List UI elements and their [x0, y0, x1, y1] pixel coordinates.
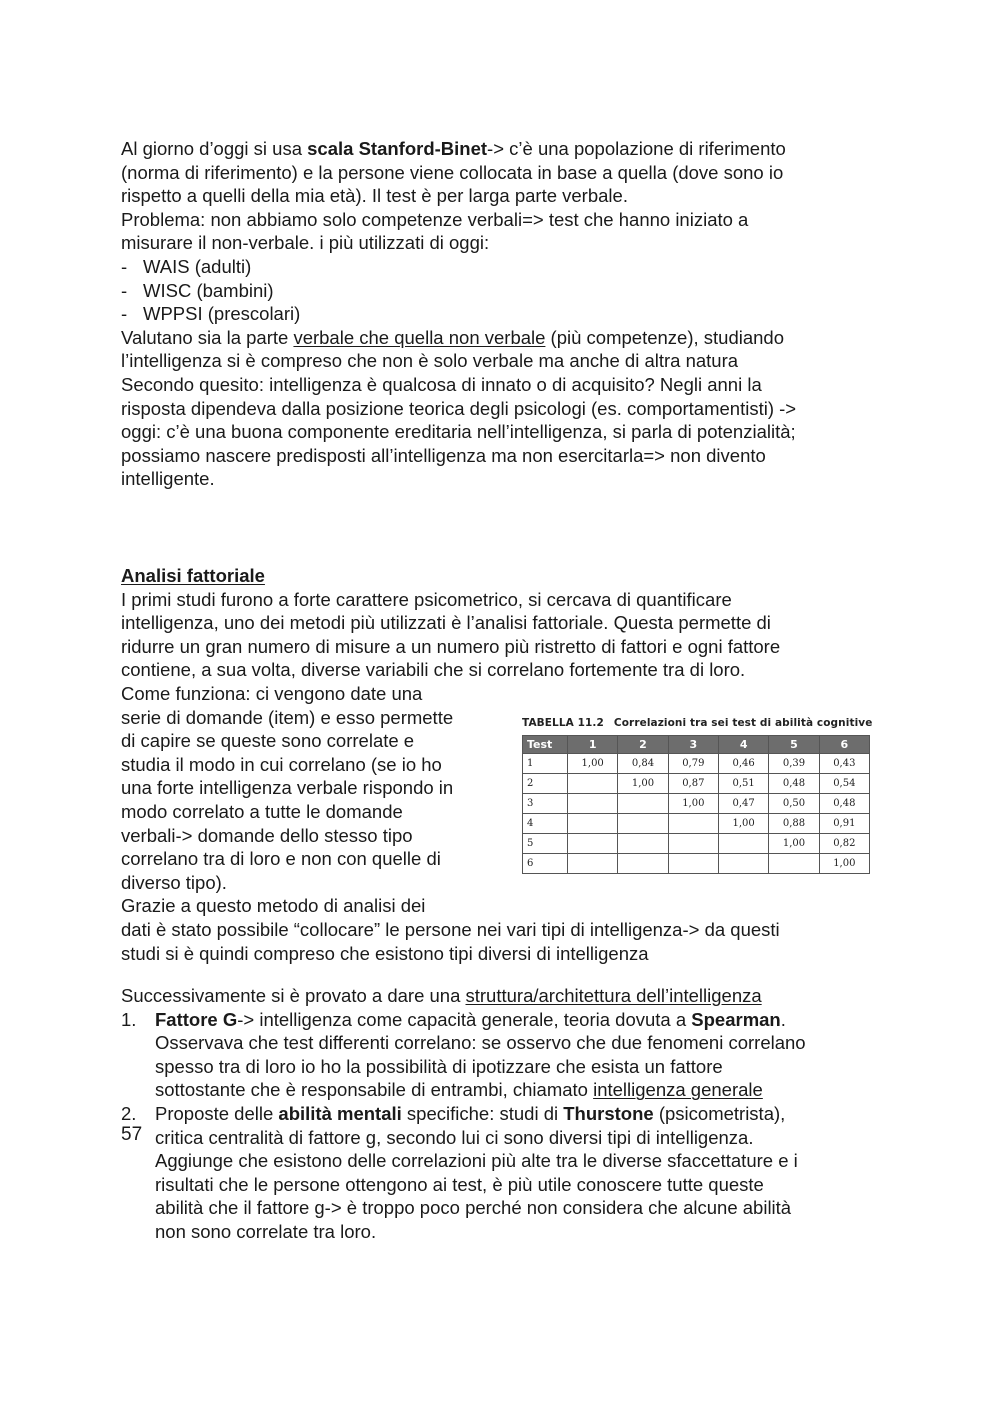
- bullet-dash: -: [121, 303, 128, 325]
- list-item: [121, 255, 881, 279]
- table-header-row: [523, 736, 870, 754]
- text-line: l’intelligenza si è compreso che non è solo verbale ma anche di altra natura: [121, 350, 739, 372]
- table-cell: [618, 814, 668, 834]
- table-cell: [618, 834, 668, 854]
- table-cell: 6: [523, 854, 568, 874]
- table-cell: [668, 834, 718, 854]
- list-item: [121, 302, 881, 326]
- text-line: verbali-> domande dello stesso tipo: [121, 824, 413, 846]
- table-caption-label: TABELLA 11.2: [522, 717, 604, 729]
- text-span: Valutano sia la parte: [121, 326, 294, 348]
- table-cell: 0,54: [819, 774, 869, 794]
- text-line: serie di domande (item) e esso permette: [121, 706, 454, 728]
- text-span: Proposte delle: [155, 1102, 279, 1124]
- underlined-term: intelligenza generale: [593, 1079, 763, 1101]
- table-cell: [568, 834, 618, 854]
- table-row: [523, 814, 870, 834]
- table-cell: 1,00: [568, 754, 618, 774]
- table-cell: 3: [523, 794, 568, 814]
- table-cell: 1,00: [618, 774, 668, 794]
- table-cell: 1,00: [668, 794, 718, 814]
- list-item: [121, 279, 881, 303]
- column-header: 1: [568, 736, 618, 754]
- text-line: [155, 1008, 881, 1032]
- table-row: [523, 794, 870, 814]
- table-cell: 0,84: [618, 754, 668, 774]
- table-cell: 0,46: [718, 754, 768, 774]
- bold-term: Spearman: [691, 1008, 781, 1030]
- table-row: [523, 774, 870, 794]
- text-span: -> c’è una popolazione di riferimento: [487, 138, 786, 159]
- text-line: risultati che le persone ottengono ai test, è più utile conoscere tutte queste: [155, 1173, 764, 1195]
- text-line: Secondo quesito: intelligenza è qualcosa di innato o di acquisito? Negli anni la: [121, 373, 762, 395]
- table-cell: 0,79: [668, 754, 718, 774]
- text-span: Al giorno d’oggi si usa: [121, 138, 308, 159]
- table-cell: 2: [523, 774, 568, 794]
- table-cell: 4: [523, 814, 568, 834]
- text-line: (norma di riferimento) e la persone viene collocata in base a quella (dove sono io: [121, 161, 784, 183]
- item-number: 1.: [121, 1008, 137, 1030]
- table-cell: 1,00: [769, 834, 819, 854]
- table-cell: 0,50: [769, 794, 819, 814]
- text-line: misurare il non-verbale. i più utilizzati di oggi:: [121, 232, 490, 254]
- table-cell: 1: [523, 754, 568, 774]
- text-line: I primi studi furono a forte carattere psicometrico, si cercava di quantificare: [121, 588, 732, 610]
- table-cell: [568, 774, 618, 794]
- column-header: 5: [769, 736, 819, 754]
- bold-term: Fattore G: [155, 1008, 238, 1030]
- table-row: [523, 854, 870, 874]
- table-row: [523, 754, 870, 774]
- column-header: 6: [819, 736, 869, 754]
- list-item-text: WAIS (adulti): [143, 255, 252, 277]
- column-header: 3: [668, 736, 718, 754]
- numbered-item-fattore-g: [121, 1008, 881, 1102]
- text-line: rispetto a quelli della mia età). Il test è per larga parte verbale.: [121, 185, 628, 207]
- text-line: dati è stato possibile “collocare” le persone nei vari tipi di intelligenza-> da questi: [121, 918, 780, 940]
- text-line: abilità che il fattore g-> è troppo poco perché non considera che alcune abilità: [155, 1197, 792, 1219]
- heading-text: Analisi fattoriale: [121, 565, 265, 586]
- text-span: Successivamente si è provato a dare una: [121, 985, 466, 1006]
- table-cell: [718, 834, 768, 854]
- correlation-table: [522, 735, 870, 874]
- text-span: .: [780, 1008, 786, 1030]
- table-cell: 0,51: [718, 774, 768, 794]
- text-line: [121, 984, 881, 1008]
- table-cell: [769, 854, 819, 874]
- table-cell: [568, 854, 618, 874]
- text-line: spesso tra di loro io ho la possibilità di ipotizzare che esista un fattore: [155, 1055, 723, 1077]
- text-span: -> intelligenza come capacità generale, teoria dovuta a: [237, 1008, 692, 1030]
- table-row: [523, 834, 870, 854]
- table-cell: 0,87: [668, 774, 718, 794]
- text-line: ridurre un gran numero di misure a un numero più ristretto di fattori e ogni fattore: [121, 635, 781, 657]
- table-cell: 0,47: [718, 794, 768, 814]
- text-line: diverso tipo).: [121, 871, 227, 893]
- underlined-term: struttura/architettura dell’intelligenza: [465, 985, 762, 1006]
- text-line: contiene, a sua volta, diverse variabili che si correlano fortemente tra di loro.: [121, 659, 746, 681]
- bold-term: Thurstone: [563, 1102, 654, 1124]
- table-cell: [668, 814, 718, 834]
- table-cell: 0,48: [769, 774, 819, 794]
- text-line: Come funziona: ci vengono date una: [121, 682, 423, 704]
- text-line: [155, 1078, 881, 1102]
- text-span: specifiche: studi di: [401, 1102, 564, 1124]
- table-caption-title: Correlazioni tra sei test di abilità cognitive: [613, 717, 873, 729]
- page-number: 57: [121, 1124, 143, 1145]
- table-cell: 0,48: [819, 794, 869, 814]
- text-line: di capire se queste sono correlate e: [121, 730, 415, 752]
- paragraph-stanford-binet: [121, 137, 881, 491]
- text-line: studia il modo in cui correlano (se io ho: [121, 753, 442, 775]
- text-line: Osservava che test differenti correlano: se osservo che due fenomeni correlano: [155, 1032, 806, 1054]
- text-span: sottostante che è responsabile di entrambi, chiamato: [155, 1079, 594, 1101]
- table-cell: [618, 854, 668, 874]
- underlined-term: verbale che quella non verbale: [293, 326, 546, 348]
- bold-term: scala Stanford-Binet: [307, 138, 488, 159]
- paragraph-struttura-intelligenza: [121, 984, 881, 1244]
- table-caption: [522, 717, 873, 729]
- table-cell: [668, 854, 718, 874]
- table-cell: [718, 854, 768, 874]
- text-line: correlano tra di loro e non con quelle di: [121, 848, 441, 870]
- table-cell: 0,91: [819, 814, 869, 834]
- list-item-text: WPPSI (prescolari): [143, 303, 301, 325]
- table-cell: 0,43: [819, 754, 869, 774]
- table-cell: 0,82: [819, 834, 869, 854]
- text-span: (psicometrista),: [653, 1102, 786, 1124]
- table-cell: 0,39: [769, 754, 819, 774]
- text-line: Problema: non abbiamo solo competenze verbali=> test che hanno iniziato a: [121, 208, 749, 230]
- column-header: 2: [618, 736, 668, 754]
- text-line: intelligente.: [121, 468, 215, 490]
- text-line: non sono correlate tra loro.: [155, 1220, 377, 1242]
- text-line: studi si è quindi compreso che esistono tipi diversi di intelligenza: [121, 942, 649, 964]
- table-cell: [618, 794, 668, 814]
- correlation-table-figure: [522, 717, 873, 874]
- text-line: oggi: c’è una buona componente ereditaria nell’intelligenza, si parla di potenzialità;: [121, 421, 796, 443]
- bullet-dash: -: [121, 255, 128, 277]
- text-line: una forte intelligenza verbale rispondo in: [121, 777, 454, 799]
- table-cell: 1,00: [819, 854, 869, 874]
- text-line: intelligenza, uno dei metodi più utilizzati è l’analisi fattoriale. Questa permette di: [121, 612, 771, 634]
- text-span: (più competenze), studiando: [545, 326, 785, 348]
- table-cell: 1,00: [718, 814, 768, 834]
- column-header: Test: [523, 736, 568, 754]
- text-line: Grazie a questo metodo di analisi dei: [121, 895, 426, 917]
- text-line: [155, 1102, 881, 1126]
- text-line: [121, 137, 881, 161]
- text-line: possiamo nascere predisposti all’intelligenza ma non esercitarla=> non divento: [121, 444, 766, 466]
- text-line: [121, 326, 881, 350]
- bold-term: abilità mentali: [278, 1102, 402, 1124]
- section-heading: [121, 564, 881, 588]
- list-item-text: WISC (bambini): [143, 279, 274, 301]
- text-line: risposta dipendeva dalla posizione teorica degli psicologi (es. comportamentisti) ->: [121, 397, 797, 419]
- text-line: modo correlato a tutte le domande: [121, 800, 403, 822]
- text-line: critica centralità di fattore g, secondo lui ci sono diversi tipi di intelligenza.: [155, 1126, 754, 1148]
- item-number: 2.: [121, 1102, 137, 1124]
- table-cell: 0,88: [769, 814, 819, 834]
- table-cell: 5: [523, 834, 568, 854]
- numbered-item-abilita-mentali: [121, 1102, 881, 1244]
- table-cell: [568, 794, 618, 814]
- table-cell: [568, 814, 618, 834]
- text-line: Aggiunge che esistono delle correlazioni più alte tra le diverse sfaccettature e i: [155, 1150, 798, 1172]
- column-header: 4: [718, 736, 768, 754]
- bullet-dash: -: [121, 279, 128, 301]
